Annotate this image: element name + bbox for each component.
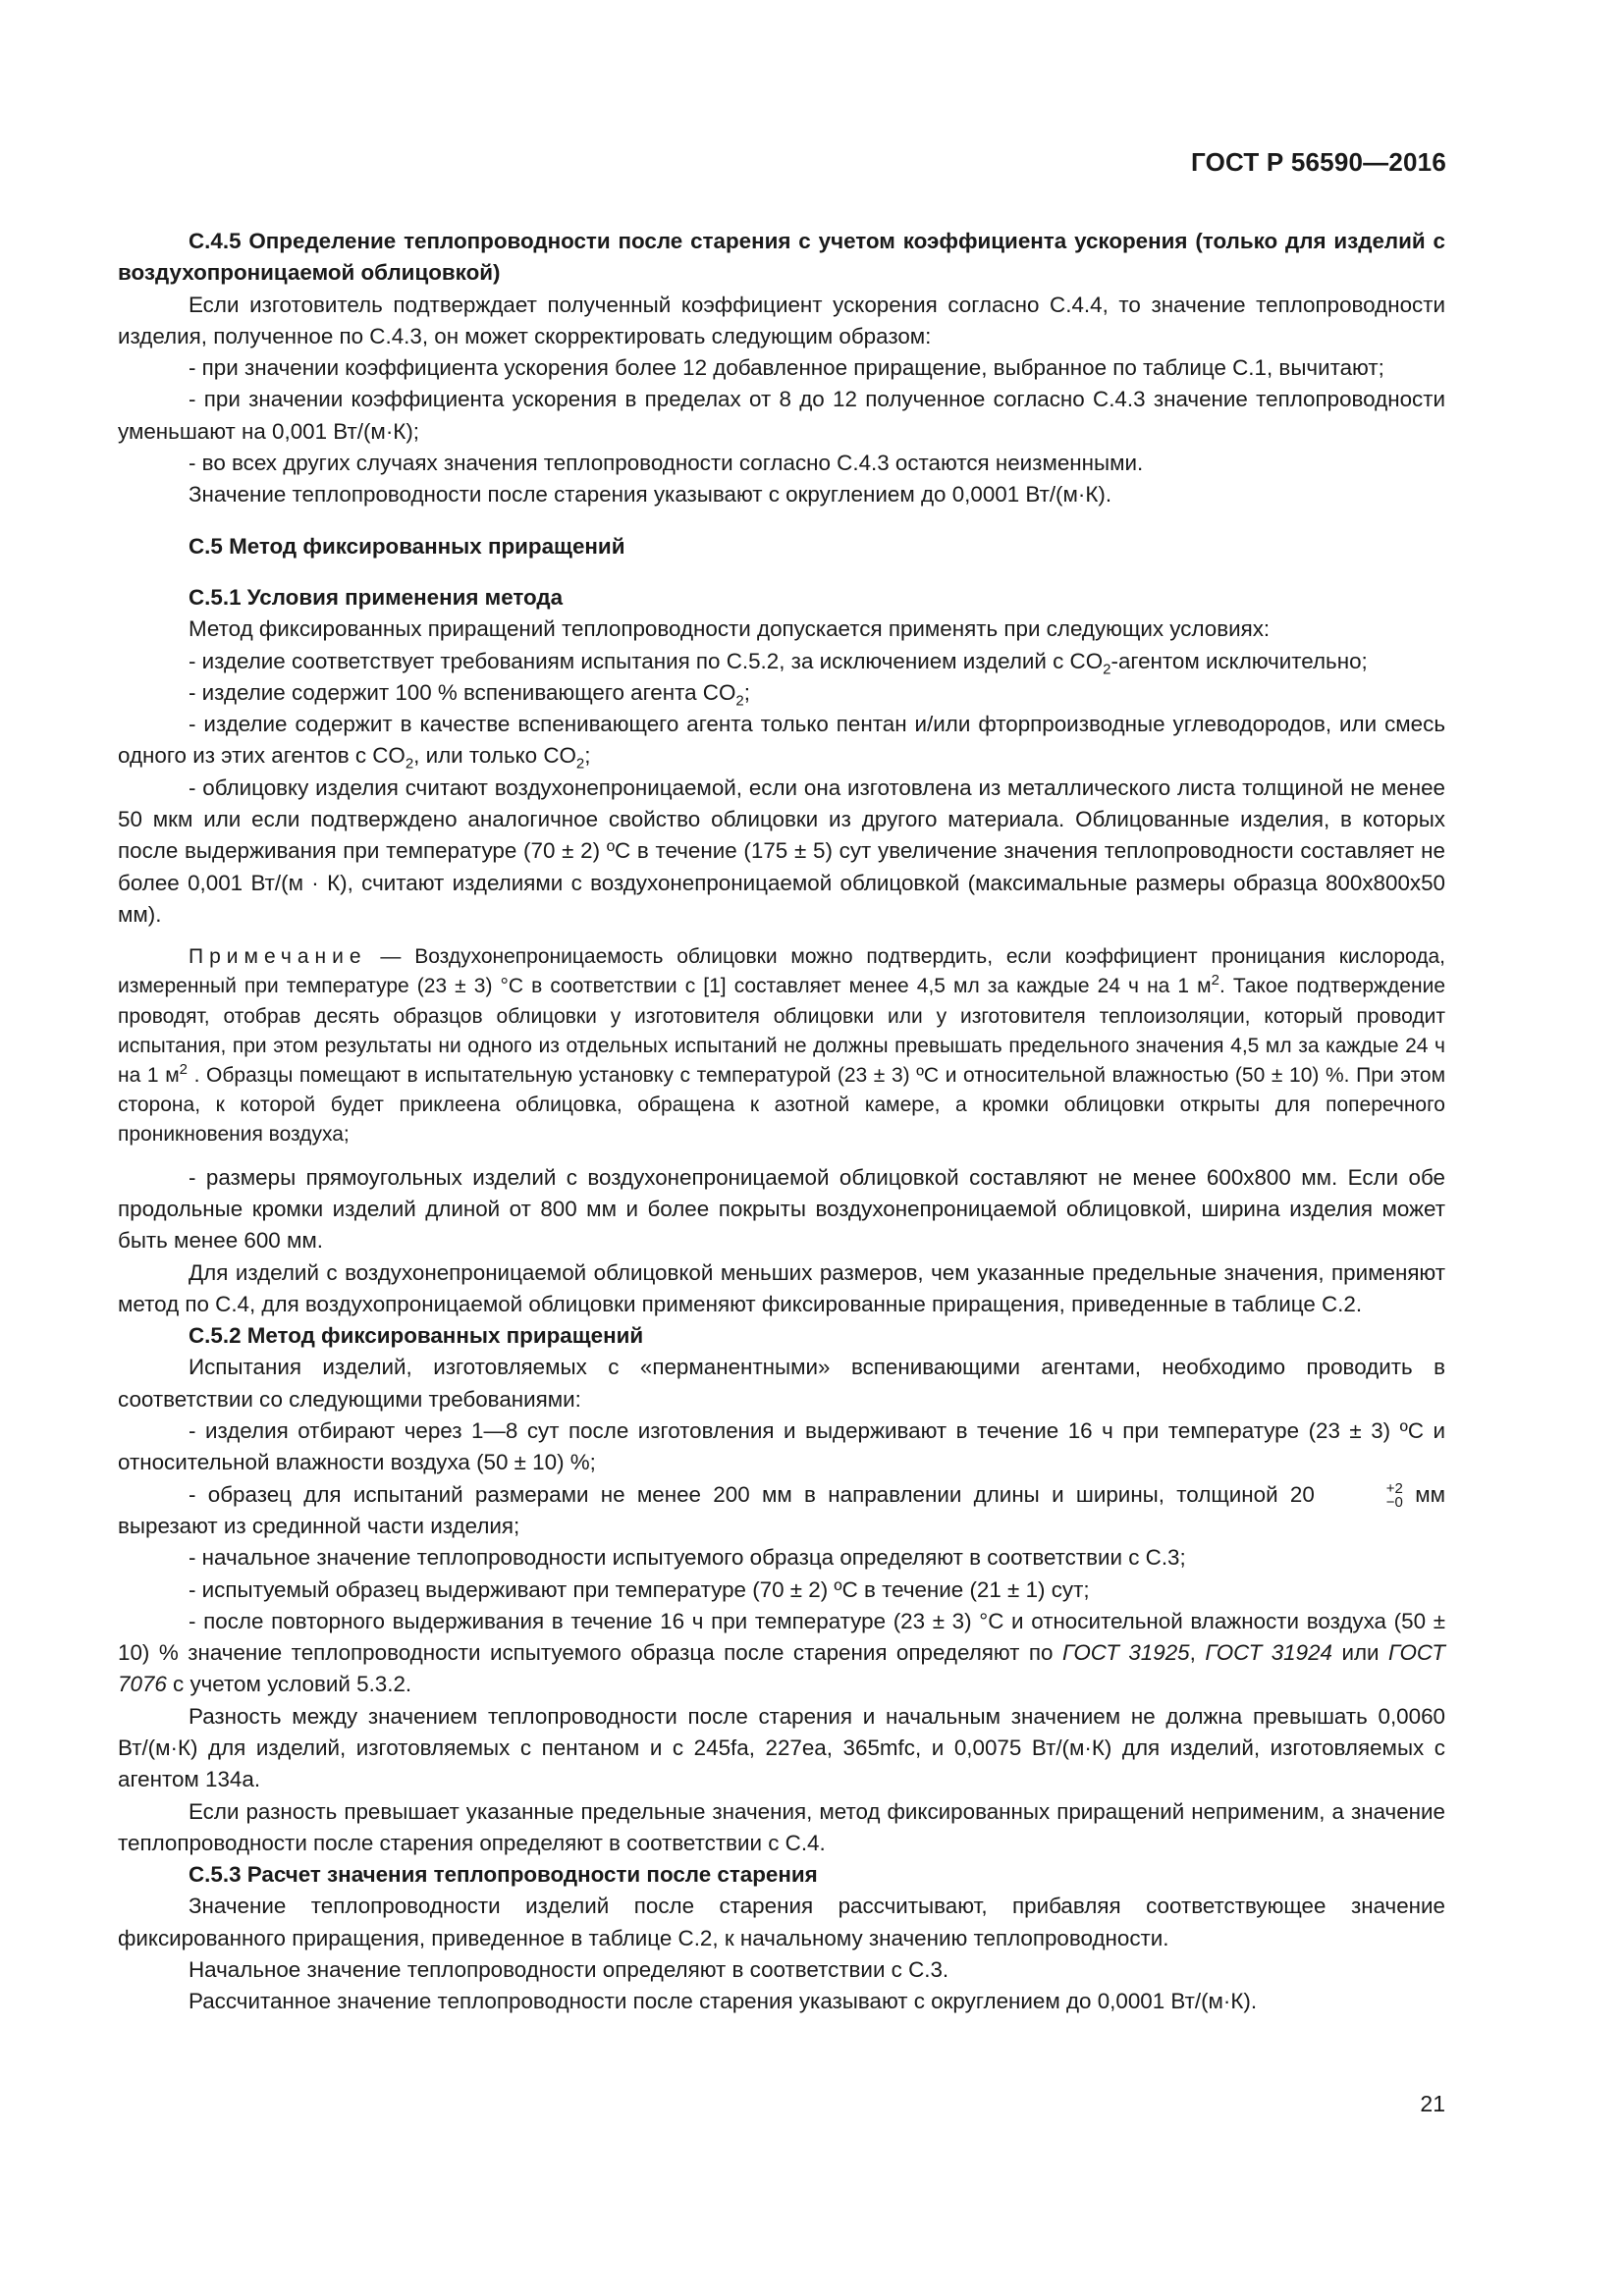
list-item: - изделие соответствует требованиям испытания по С.5.2, за исключением изделий с $CO_2$-агентом исключительно; xyxy=(189,648,1368,678)
section-c51-heading: С.5.1 Условия применения метода xyxy=(189,584,564,610)
document-code: ГОСТ Р 56590—2016 xyxy=(1191,147,1446,177)
paragraph: Значение теплопроводности изделий после старения рассчитывают, прибавляя соответствующее значение фиксированного приращения, приведенное в таблице С.2, к начальному значению теплопроводности. xyxy=(118,1894,1445,1950)
list-item: - изделие содержит 100 % вспенивающего агента $CO_2$; xyxy=(189,679,750,710)
paragraph: Начальное значение теплопроводности определяют в соответствии с С.3. xyxy=(189,1957,949,1983)
standard-ref: ГОСТ 31924 xyxy=(1205,1640,1332,1666)
list-item: - размеры прямоугольных изделий с воздухонепроницаемой облицовкой составляют не менее 600х800 мм. Если обе продольные кромки изделий длиной от 800 мм и более покрыты воздухонепроницаемой облицовкой, ширина изделия может быть менее 600 мм. xyxy=(118,1164,1445,1254)
section-c52-heading: С.5.2 Метод фиксированных приращений xyxy=(189,1323,644,1349)
paragraph: Рассчитанное значение теплопроводности после старения указывают с округлением до 0,0001 Вт/(м·К). xyxy=(189,1989,1258,2014)
document-body xyxy=(118,226,1445,2018)
list-item: - испытуемый образец выдерживают при температуре (70 ± 2) ºС в течение (21 ± 1) сут; xyxy=(189,1576,1090,1602)
list-item: - после повторного выдерживания в течение 16 ч при температуре (23 ± 3) °С и относительной влажности воздуха (50 ± 10) % значение теплопроводности испытуемого образца после старения определяют по ГОСТ 31925, ГОСТ 31924 или ГОСТ 7076 с учетом условий 5.3.2. xyxy=(118,1608,1445,1697)
list-item: - при значении коэффициента ускорения в пределах от 8 до 12 полученное согласно С.4.3 значение теплопроводности уменьшают на 0,001 Вт/(м·К); xyxy=(118,387,1445,444)
paragraph: Для изделий с воздухонепроницаемой облицовкой меньших размеров, чем указанные предельные значения, применяют метод по С.4, для воздухопроницаемой облицовки применяют фиксированные приращения, приведенные в таблице С.2. xyxy=(118,1259,1445,1316)
list-item: - облицовку изделия считают воздухонепроницаемой, если она изготовлена из металлического листа толщиной не менее 50 мкм или если подтверждено аналогичное свойство облицовки из другого материала. Облицованные изделия, в которых после выдерживания при температуре (70 ± 2) ºС в течение (175 ± 5) сут увеличение значения теплопроводности составляет не более 0,001 Вт/(м · К), считают изделиями с воздухонепроницаемой облицовкой (максимальные размеры образца 800х800х50 мм). xyxy=(118,774,1445,927)
standard-ref: ГОСТ 7076 xyxy=(118,1640,1445,1697)
note: Примечание — Воздухонепроницаемость облицовки можно подтвердить, если коэффициент проницания кислорода, измеренный при температуре (23 ± 3) °С в соответствии с [1] составляет менее 4,5 мл за каждые 24 ч на 1 $м^2$. Такое подтверждение проводят, отобрав десять образцов облицовки у изготовителя облицовки или у изготовителя теплоизоляции, который проводит испытания, при этом результаты ни одного из отдельных испытаний не должны превышать предельного значения 4,5 мл за каждые 24 ч на 1 $м^2$ . Образцы помещают в испытательную установку с температурой (23 ± 3) ºС и относительной влажностью (50 ± 10) %. При этом сторона, к которой будет приклеена облицовка, обращена к азотной камере, а кромки облицовки открыты для поперечного проникновения воздуха; xyxy=(118,945,1446,1147)
note-label: Примечание xyxy=(189,945,367,969)
thickness-tolerance: +2 −0 xyxy=(1385,1479,1403,1511)
list-item: - изделие содержит в качестве вспенивающего агента только пентан и/или фторпроизводные углеводородов, или смесь одного из этих агентов с $CO_2$, или только $CO_2$; xyxy=(118,712,1445,773)
page-number: 21 xyxy=(1420,2091,1445,2116)
paragraph: Разность между значением теплопроводности после старения и начальным значением не должна превышать 0,0060 Вт/(м·К) для изделий, изготовляемых с пентаном и с 245fa, 227ea, 365mfc, и 0,0075 Вт/(м·К) для изделий, изготовляемых с агентом 134а. xyxy=(118,1703,1445,1792)
paragraph: Если разность превышает указанные предельные значения, метод фиксированных приращений неприменим, а значение теплопроводности после старения определяют в соответствии с С.4. xyxy=(118,1798,1445,1855)
paragraph: Метод фиксированных приращений теплопроводности допускается применять при следующих условиях: xyxy=(189,616,1271,642)
list-item: - во всех других случаях значения теплопроводности согласно С.4.3 остаются неизменными. xyxy=(189,451,1144,476)
list-item: - начальное значение теплопроводности испытуемого образца определяют в соответствии с С.3; xyxy=(189,1545,1186,1571)
section-c53-heading: С.5.3 Расчет значения теплопроводности после старения xyxy=(189,1862,818,1888)
standard-ref: ГОСТ 31925 xyxy=(1061,1640,1190,1666)
paragraph: Если изготовитель подтверждает полученный коэффициент ускорения согласно С.4.4, то значение теплопроводности изделия, полученное по С.4.3, он может скорректировать следующим образом: xyxy=(118,292,1445,348)
paragraph: Испытания изделий, изготовляемых с «перманентными» вспенивающими агентами, необходимо проводить в соответствии со следующими требованиями: xyxy=(118,1355,1445,1412)
list-item: - изделия отбирают через 1—8 сут после изготовления и выдерживают в течение 16 ч при температуре (23 ± 3) ºС и относительной влажности воздуха (50 ± 10) %; xyxy=(118,1418,1445,1475)
list-item: - при значении коэффициента ускорения более 12 добавленное приращение, выбранное по таблице С.1, вычитают; xyxy=(189,355,1384,381)
section-c5-heading: С.5 Метод фиксированных приращений xyxy=(189,533,625,559)
paragraph: Значение теплопроводности после старения указывают с округлением до 0,0001 Вт/(м·К). xyxy=(189,482,1112,507)
list-item: - образец для испытаний размерами не менее 200 мм в направлении длины и ширины, толщиной 20 +2 −0 мм вырезают из срединной части изделия; xyxy=(118,1479,1445,1538)
section-c45-heading: С.4.5 Определение теплопроводности после старения с учетом коэффициента ускорения (только для изделий с воздухопроницаемой облицовкой) xyxy=(118,229,1445,286)
